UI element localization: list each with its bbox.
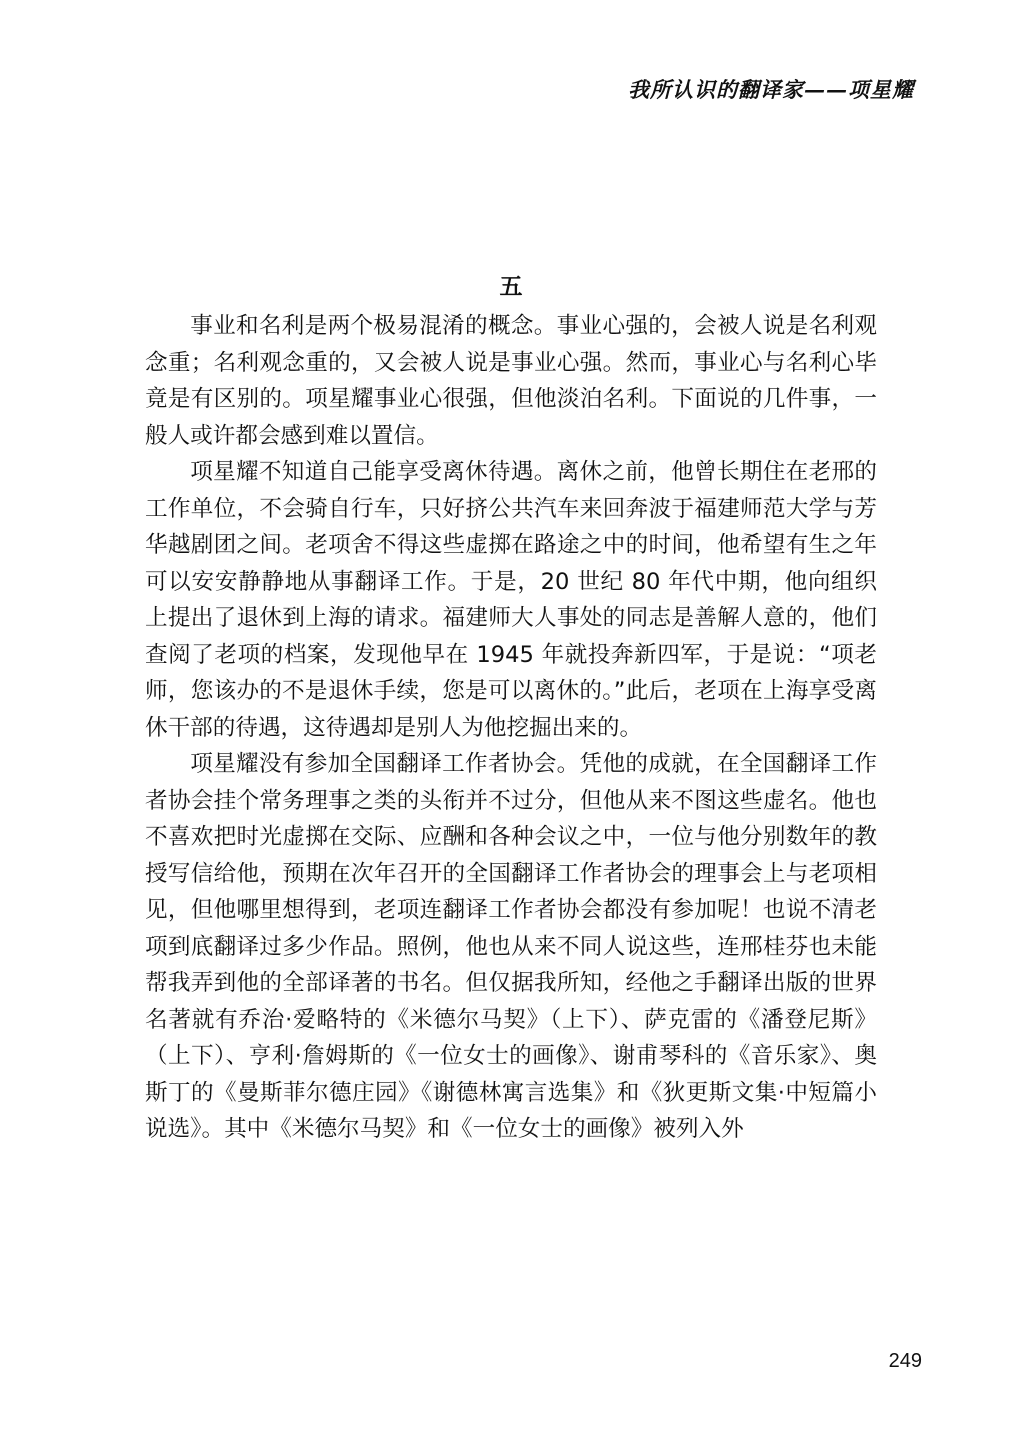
- body-text: [145, 308, 877, 1148]
- paragraph-3: 项星耀没有参加全国翻译工作者协会。凭他的成就，在全国翻译工作者协会挂个常务理事之类的头衔并不过分，但他从来不图这些虚名。他也不喜欢把时光虚掷在交际、应酬和各种会议之中，一位与他分别数年的教授写信给他，预期在次年召开的全国翻译工作者协会的理事会上与老项相见，但他哪里想得到，老项连翻译工作者协会都没有参加呢！也说不清老项到底翻译过多少作品。照例，他也从来不同人说这些，连邢桂芬也未能帮我弄到他的全部译著的书名。但仅据我所知，经他之手翻译出版的世界名著就有乔治·爱略特的《米德尔马契》（上下）、萨克雷的《潘登尼斯》（上下）、亨利·詹姆斯的《一位女士的画像》、谢甫琴科的《音乐家》、奥斯丁的《曼斯菲尔德庄园》《谢德林寓言选集》和《狄更斯文集·中短篇小说选》。其中《米德尔马契》和《一位女士的画像》被列入外: [145, 751, 877, 1142]
- running-header: 我所认识的翻译家——项星耀: [628, 77, 914, 102]
- section-number: 五: [499, 274, 523, 300]
- paragraph-2: 项星耀不知道自己能享受离休待遇。离休之前，他曾长期住在老邢的工作单位，不会骑自行车，只好挤公共汽车来回奔波于福建师范大学与芳华越剧团之间。老项舍不得这些虚掷在路途之中的时间，他希望有生之年可以安安静静地从事翻译工作。于是，20 世纪 80 年代中期，他向组织上提出了退休到上海的请求。福建师大人事处的同志是善解人意的，他们查阅了老项的档案，发现他早在 1945 年就投奔新四军，于是说：“项老师，您该办的不是退休手续，您是可以离休的。”此后，老项在上海享受离休干部的待遇，这待遇却是别人为他挖掘出来的。: [145, 459, 877, 741]
- page-number: 249: [888, 1350, 922, 1372]
- paragraph-1: 事业和名利是两个极易混淆的概念。事业心强的，会被人说是名利观念重；名利观念重的，又会被人说是事业心强。然而，事业心与名利心毕竟是有区别的。项星耀事业心很强，但他淡泊名利。下面说的几件事，一般人或许都会感到难以置信。: [145, 313, 877, 449]
